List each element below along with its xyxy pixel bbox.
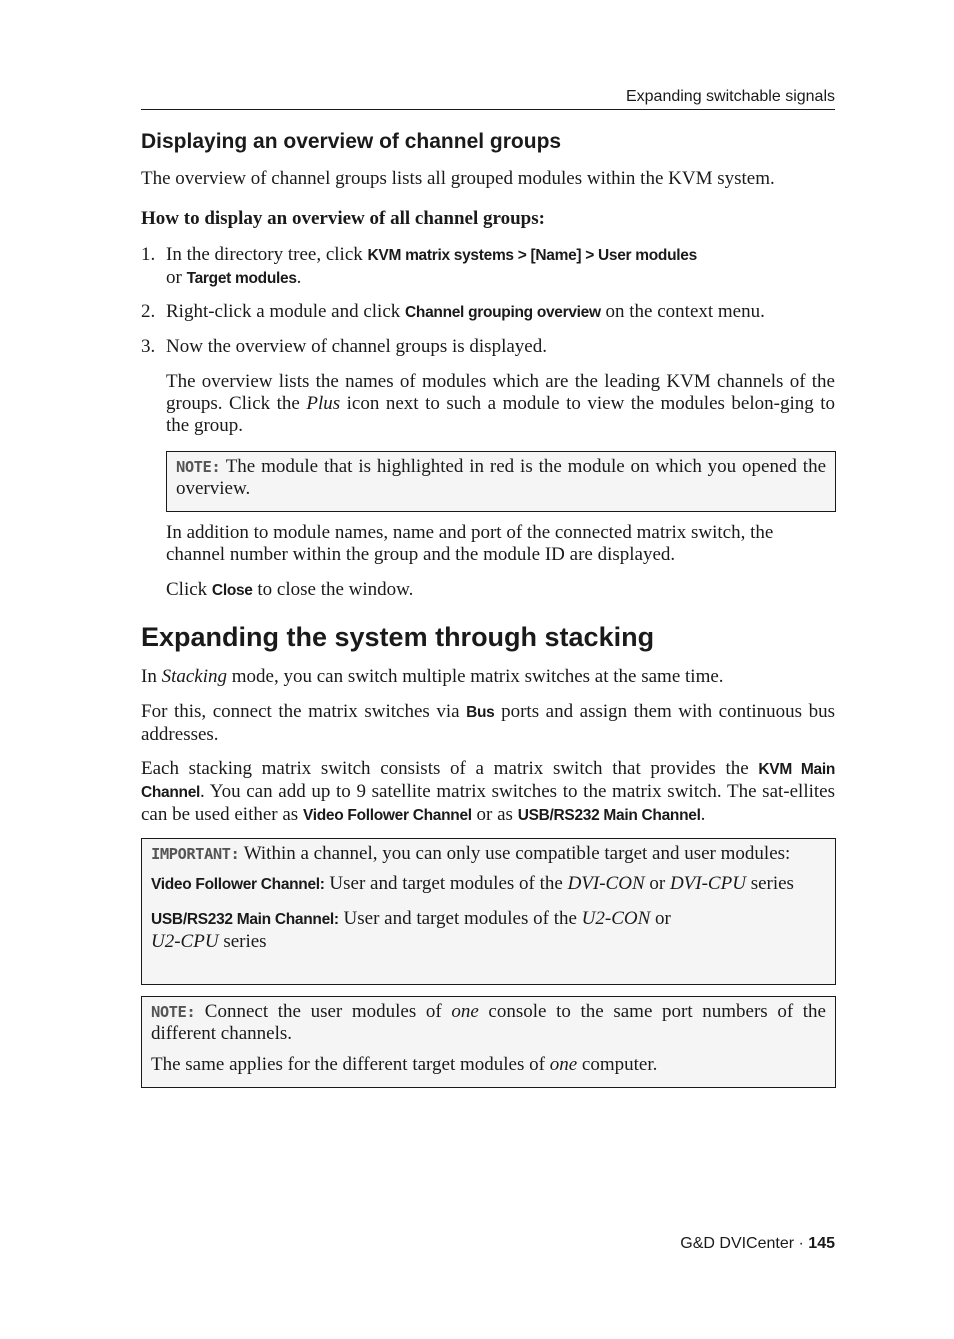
step-2: Right-click a module and click Channel grouping overview on the context menu. [166, 301, 765, 322]
context-menu-item: Channel grouping overview [405, 304, 601, 321]
bus-paragraph: For this, connect the matrix switches via Bus ports and assign them with continuous bus addresses. [141, 701, 835, 745]
section-heading: Displaying an overview of channel groups [141, 130, 562, 153]
note-box-2: NOTE: Connect the user modules of one console to the same port numbers of the different channels. The same applies for the different target modules of one computer. [141, 996, 836, 1088]
step-number: 1. [141, 244, 156, 265]
step-1: In the directory tree, click KVM matrix systems > [Name] > User modules or Target modules. [166, 244, 697, 288]
product-name: G&D DVICenter · [680, 1235, 809, 1252]
running-header: Expanding switchable signals [141, 88, 835, 110]
menu-path-alt: Target modules [186, 270, 297, 287]
step-number: 2. [141, 301, 156, 322]
step-number: 3. [141, 336, 156, 357]
important-label: IMPORTANT: [151, 845, 240, 863]
menu-path: KVM matrix systems > [Name] > User modules [367, 247, 697, 264]
howto-title: How to display an overview of all channel groups: [141, 208, 545, 229]
page-footer [680, 1235, 835, 1253]
chapter-heading: Expanding the system through stacking [141, 622, 655, 652]
stacking-paragraph: In Stacking mode, you can switch multiple matrix switches at the same time. [141, 666, 724, 687]
page-number: 145 [808, 1235, 835, 1252]
step-3: Now the overview of channel groups is displayed. [166, 336, 547, 357]
intro-paragraph: The overview of channel groups lists all grouped modules within the KVM system. [141, 168, 775, 189]
note-box: NOTE: The module that is highlighted in red is the module on which you opened the overview. [166, 451, 836, 512]
close-button-ref: Close [211, 582, 253, 599]
close-paragraph: Click Close to close the window. [166, 579, 414, 600]
channels-paragraph: Each stacking matrix switch consists of a matrix switch that provides the KVM Main Channel. You can add up to 9 satellite matrix switches to the matrix switch. The sat-ellites can be used either as Video Follower Channel or as USB/RS232 Main Channel. [141, 758, 835, 825]
overview-paragraph: The overview lists the names of modules which are the leading KVM channels of the groups. Click the Plus icon next to such a module to view the modules belon-ging to the group. [166, 371, 835, 436]
addition-paragraph: In addition to module names, name and port of the connected matrix switch, the channel number within the group and the module ID are displayed. [166, 522, 774, 565]
note-label: NOTE: [176, 458, 221, 476]
important-box: IMPORTANT: Within a channel, you can only use compatible target and user modules: Video Follower Channel: User and target modules of the DVI-CON or DVI-CPU series USB/RS232 Main Channel: User and target modules of the U2-CON or U2-CPU series [141, 838, 836, 985]
